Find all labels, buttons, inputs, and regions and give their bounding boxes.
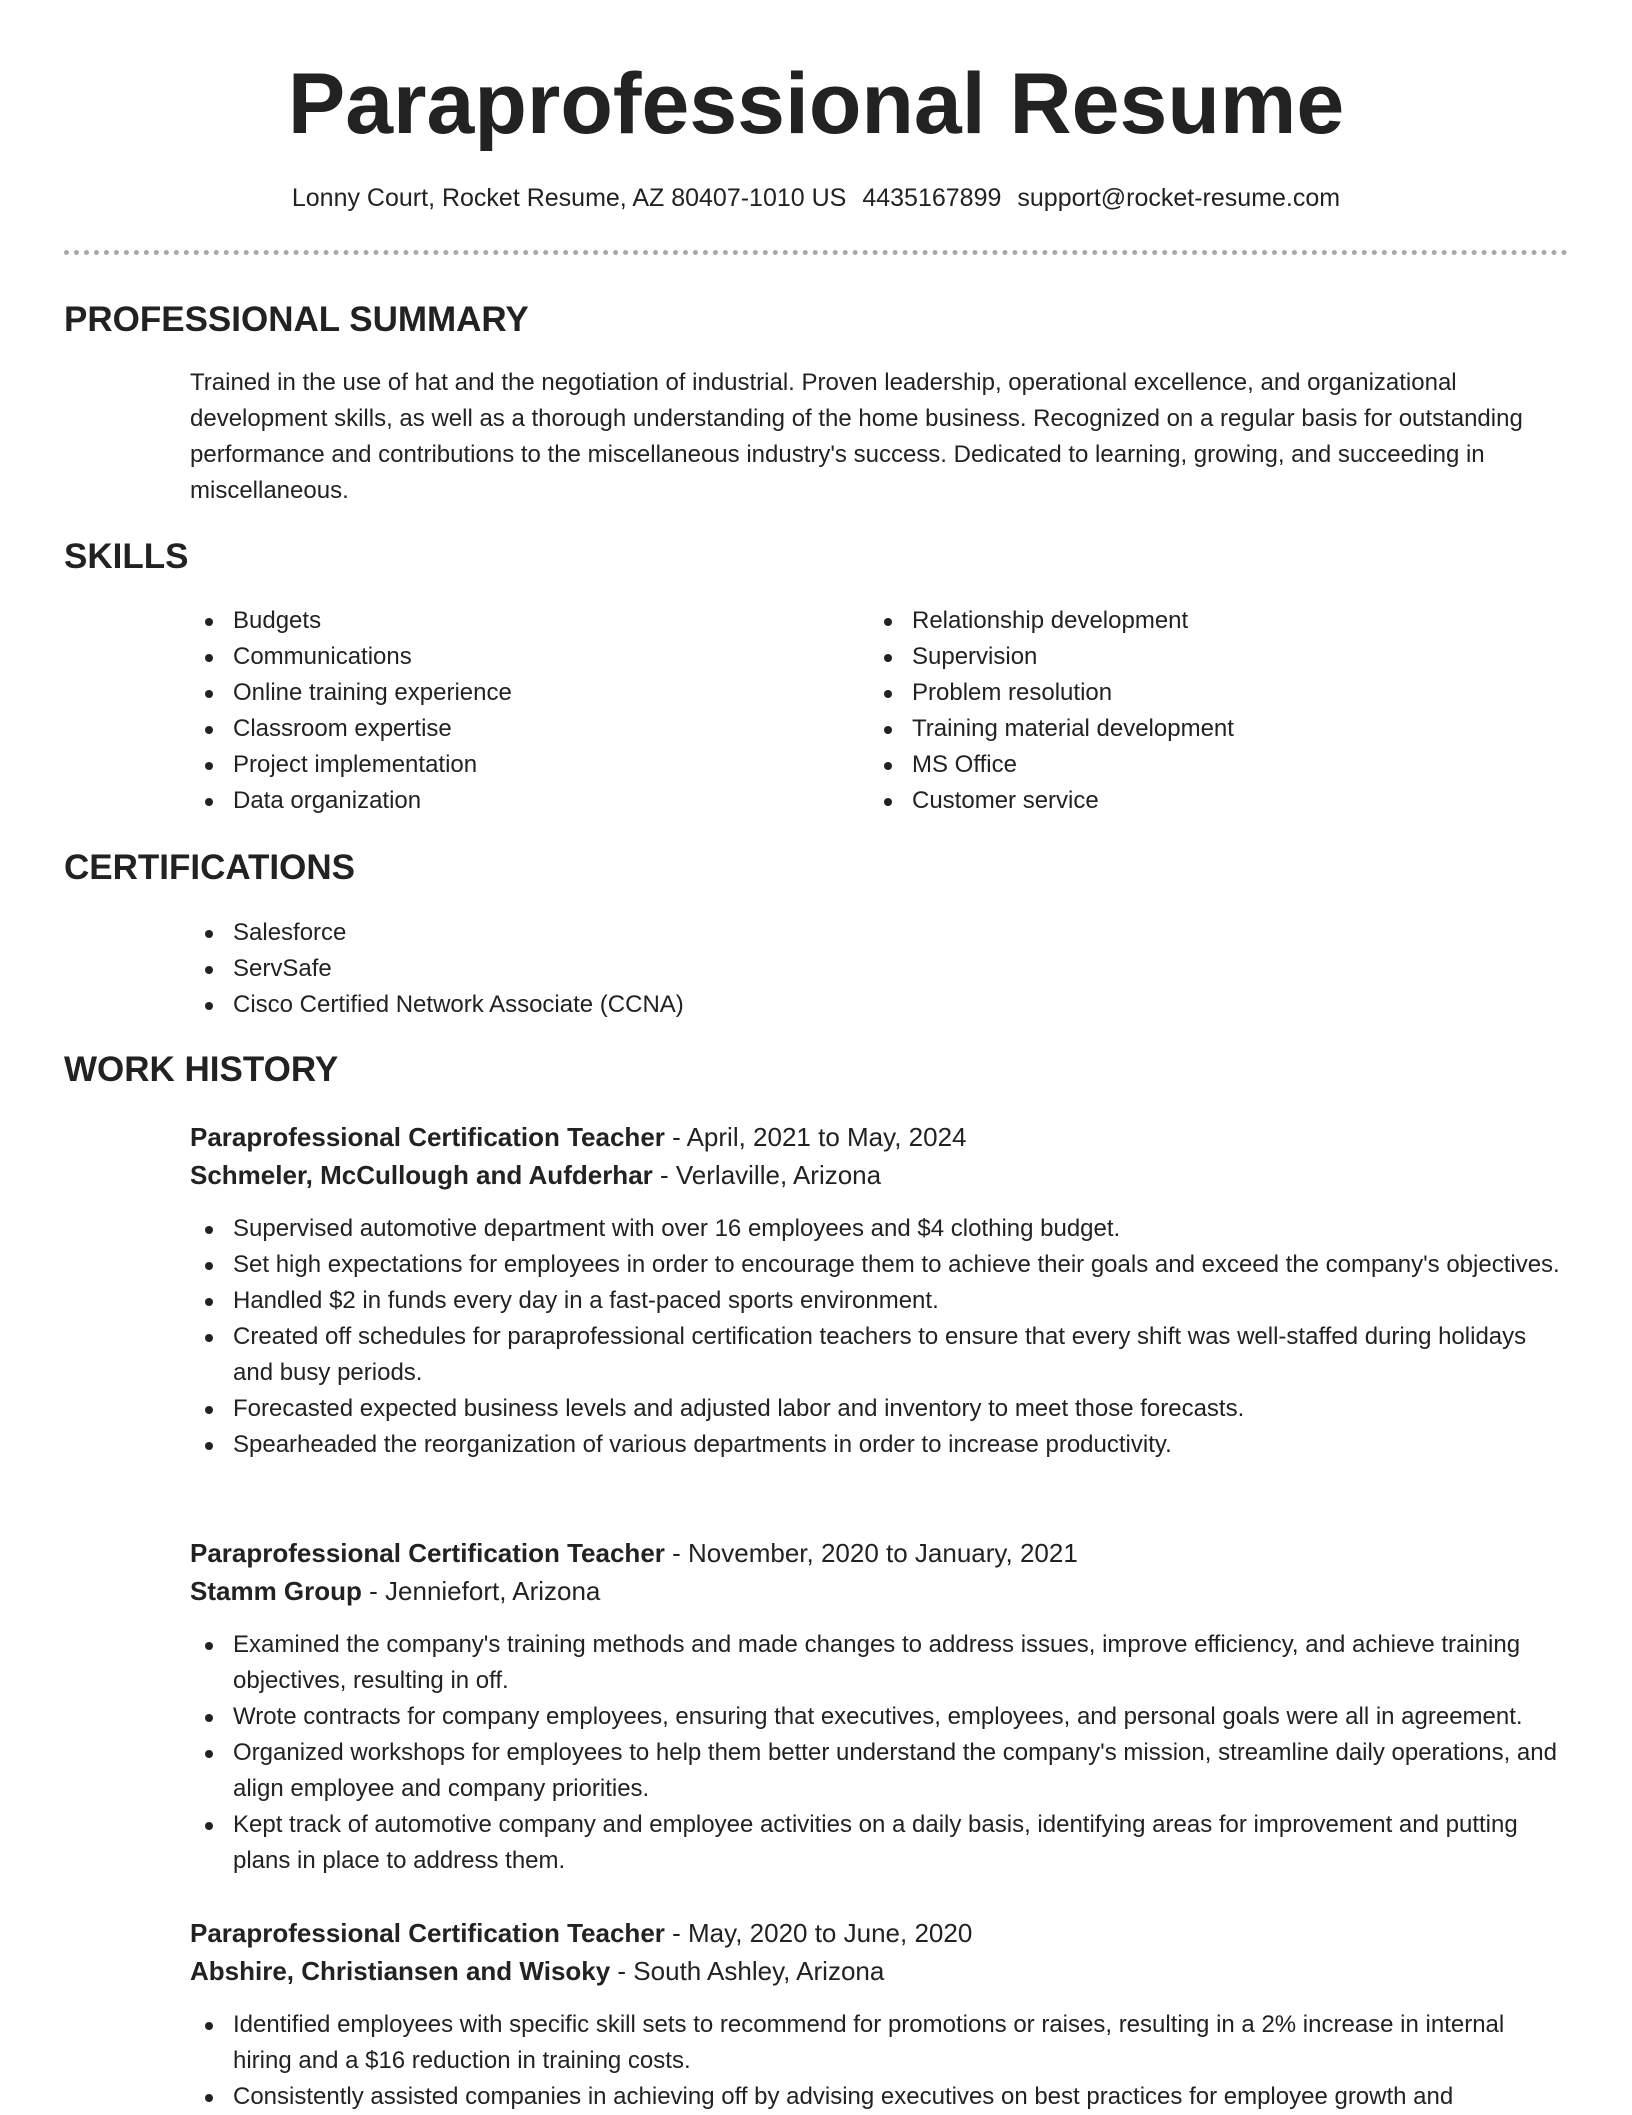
- job-dates: - April, 2021 to May, 2024: [664, 1122, 967, 1152]
- contact-email: support@rocket-resume.com: [1017, 184, 1341, 212]
- skill-item: Communications: [190, 639, 850, 675]
- job-bullet: Supervised automotive department with over 16 employees and $4 clothing budget.: [190, 1211, 1568, 1247]
- job-bullet: Handled $2 in funds every day in a fast-paced sports environment.: [190, 1283, 1568, 1319]
- job-location: - Verlaville, Arizona: [652, 1160, 882, 1190]
- job-bullets: [190, 1627, 1568, 1879]
- job-title-line: [190, 1914, 972, 1952]
- job-bullet: Consistently assisted companies in achieving off by advising executives on best practices for employee growth and: [190, 2079, 1568, 2115]
- job-bullet: Created off schedules for paraprofessional certification teachers to ensure that every shift was well-staffed during holidays and busy periods.: [190, 1319, 1568, 1391]
- job-bullets: [190, 2007, 1568, 2115]
- job-company: Stamm Group: [190, 1576, 362, 1606]
- skill-item: MS Office: [869, 747, 1529, 783]
- skills-heading: SKILLS: [64, 537, 189, 576]
- header-divider: [64, 250, 1568, 255]
- skill-item: Training material development: [869, 711, 1529, 747]
- certification-item: Salesforce: [190, 915, 1490, 951]
- skill-item: Problem resolution: [869, 675, 1529, 711]
- job-bullet: Kept track of automotive company and employee activities on a daily basis, identifying areas for improvement and putting plans in place to address them.: [190, 1807, 1568, 1879]
- skill-item: Supervision: [869, 639, 1529, 675]
- job-bullet: Spearheaded the reorganization of various departments in order to increase productivity.: [190, 1427, 1568, 1463]
- skill-item: Online training experience: [190, 675, 850, 711]
- job-company: Schmeler, McCullough and Aufderhar: [190, 1160, 653, 1190]
- skill-item: Relationship development: [869, 603, 1529, 639]
- job-bullet: Examined the company's training methods and made changes to address issues, improve efficiency, and achieve training objectives, resulting in off.: [190, 1627, 1568, 1699]
- skill-item: Project implementation: [190, 747, 850, 783]
- job-dates: - November, 2020 to January, 2021: [664, 1538, 1078, 1568]
- work-history-heading: WORK HISTORY: [64, 1050, 339, 1089]
- job-location: - South Ashley, Arizona: [610, 1956, 885, 1986]
- summary-text: Trained in the use of hat and the negotiation of industrial. Proven leadership, operational excellence, and organizational development skills, as well as a thorough understanding of the home business. Recognized on a regular basis for outstanding performance and contributions to the miscellaneous industry's success. Dedicated to learning, growing, and succeeding in miscellaneous.: [190, 369, 1523, 504]
- skill-item: Data organization: [190, 783, 850, 819]
- contact-address: Lonny Court, Rocket Resume, AZ 80407-1010 US: [291, 184, 847, 212]
- job-bullet: Set high expectations for employees in order to encourage them to achieve their goals and exceed the company's objectives.: [190, 1247, 1568, 1283]
- job-company-line: [190, 1156, 881, 1194]
- job-role: Paraprofessional Certification Teacher: [190, 1918, 665, 1948]
- job-bullet: Forecasted expected business levels and adjusted labor and inventory to meet those forecasts.: [190, 1391, 1568, 1427]
- summary-heading: PROFESSIONAL SUMMARY: [64, 300, 529, 339]
- job-dates: - May, 2020 to June, 2020: [664, 1918, 973, 1948]
- job-title-line: [190, 1534, 1078, 1572]
- skill-item: Customer service: [869, 783, 1529, 819]
- job-company: Abshire, Christiansen and Wisoky: [190, 1956, 611, 1986]
- skill-item: Budgets: [190, 603, 850, 639]
- certification-item: Cisco Certified Network Associate (CCNA): [190, 987, 1490, 1023]
- job-bullet: Wrote contracts for company employees, ensuring that executives, employees, and personal goals were all in agreement.: [190, 1699, 1568, 1735]
- skill-item: Classroom expertise: [190, 711, 850, 747]
- job-role: Paraprofessional Certification Teacher: [190, 1122, 665, 1152]
- job-title-line: [190, 1118, 966, 1156]
- contact-phone: 4435167899: [862, 184, 1002, 212]
- job-bullet: Organized workshops for employees to help them better understand the company's mission, streamline daily operations, and align employee and company priorities.: [190, 1735, 1568, 1807]
- job-role: Paraprofessional Certification Teacher: [190, 1538, 665, 1568]
- contact-info: [0, 180, 1632, 216]
- job-bullet: Identified employees with specific skill sets to recommend for promotions or raises, resulting in a 2% increase in internal hiring and a $16 reduction in training costs.: [190, 2007, 1568, 2079]
- skills-list-left: [190, 603, 850, 819]
- job-company-line: [190, 1952, 884, 1990]
- skills-list-right: [869, 603, 1529, 819]
- certification-item: ServSafe: [190, 951, 1490, 987]
- certifications-list: [190, 915, 1490, 1023]
- job-location: - Jenniefort, Arizona: [361, 1576, 601, 1606]
- certifications-heading: CERTIFICATIONS: [64, 848, 356, 887]
- resume-title: Paraprofessional Resume: [287, 56, 1345, 152]
- job-company-line: [190, 1572, 600, 1610]
- job-bullets: [190, 1211, 1568, 1463]
